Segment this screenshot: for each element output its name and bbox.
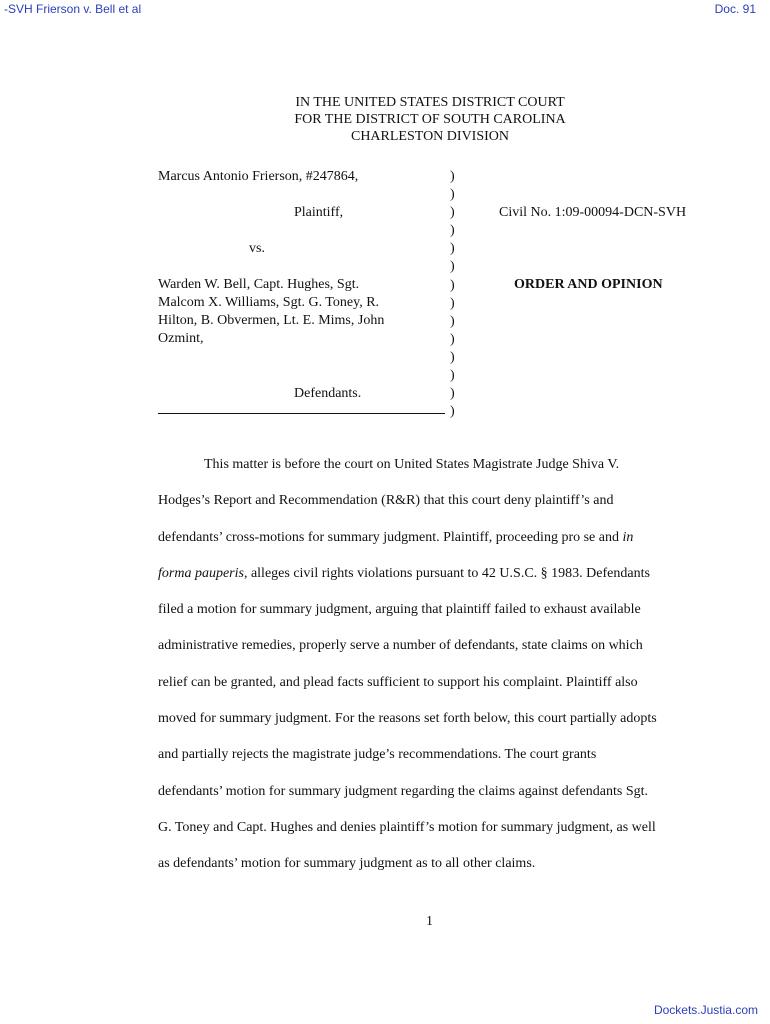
body-line: as defendants’ motion for summary judgment as to all other claims. <box>158 856 536 872</box>
caption-paren: ) <box>450 187 455 203</box>
caption-paren: ) <box>450 368 455 384</box>
caption-underline <box>158 413 445 414</box>
document-number-link[interactable]: Doc. 91 <box>714 2 756 16</box>
body-line: G. Toney and Capt. Hughes and denies plaintiff’s motion for summary judgment, as well <box>158 819 656 835</box>
body-line: filed a motion for summary judgment, arguing that plaintiff failed to exhaust available <box>158 602 641 618</box>
body-line-text: , alleges civil rights violations pursuant to 42 U.S.C. § 1983. Defendants <box>243 565 650 581</box>
caption-paren: ) <box>450 169 455 184</box>
body-line: This matter is before the court on United States Magistrate Judge Shiva V. <box>204 457 620 472</box>
court-heading <box>0 94 770 145</box>
defendant-line: Hilton, B. Obvermen, Lt. E. Mims, John <box>158 313 385 328</box>
caption-paren: ) <box>450 386 455 402</box>
caption-paren: ) <box>450 349 455 365</box>
italic-term: forma pauperis <box>158 565 244 581</box>
court-line-1: IN THE UNITED STATES DISTRICT COURT <box>295 95 565 110</box>
defendant-line: Warden W. Bell, Capt. Hughes, Sgt. <box>158 277 360 292</box>
plaintiff-role: Plaintiff, <box>294 205 344 220</box>
body-line: relief can be granted, and plead facts sufficient to support his complaint. Plaintiff also <box>158 674 638 690</box>
defendants-role: Defendants. <box>294 386 362 401</box>
caption-paren: ) <box>450 205 455 221</box>
italic-term: in <box>622 529 634 545</box>
body-line <box>158 528 718 564</box>
caption-paren: ) <box>450 223 455 239</box>
caption-paren: ) <box>450 313 455 329</box>
caption-paren: ) <box>450 295 455 311</box>
versus-label: vs. <box>249 241 265 256</box>
body-line: moved for summary judgment. For the reasons set forth below, this court partially adopts <box>158 711 657 727</box>
body-line-text: defendants’ cross-motions for summary judgment. Plaintiff, proceeding pro se and <box>158 529 623 545</box>
body-line: and partially rejects the magistrate judge’s recommendations. The court grants <box>158 747 597 763</box>
defendant-line: Malcom X. Williams, Sgt. G. Toney, R. <box>158 295 380 310</box>
caption-paren: ) <box>450 241 455 257</box>
body-line: defendants’ motion for summary judgment regarding the claims against defendants Sgt. <box>158 783 649 799</box>
page-number: 1 <box>426 914 433 929</box>
caption-parenthesis-column <box>450 168 455 421</box>
case-reference-link[interactable]: -SVH Frierson v. Bell et al <box>4 2 142 16</box>
caption-paren: ) <box>450 277 455 293</box>
caption-paren: ) <box>450 259 455 275</box>
body-line: Hodges’s Report and Recommendation (R&R) that this court deny plaintiff’s and <box>158 493 614 509</box>
plaintiff-name: Marcus Antonio Frierson, #247864, <box>158 169 359 184</box>
justia-footer-link[interactable]: Dockets.Justia.com <box>653 1003 758 1017</box>
order-title: ORDER AND OPINION <box>514 277 663 292</box>
body-line <box>158 564 718 600</box>
court-line-2: FOR THE DISTRICT OF SOUTH CAROLINA <box>294 112 566 127</box>
body-line: administrative remedies, properly serve a number of defendants, state claims on which <box>158 638 643 654</box>
order-body <box>158 455 718 891</box>
court-line-3: CHARLESTON DIVISION <box>350 129 510 144</box>
caption-paren: ) <box>450 404 455 420</box>
defendant-names <box>158 276 384 348</box>
caption-paren: ) <box>450 331 455 347</box>
defendant-line: Ozmint, <box>158 331 204 346</box>
civil-case-number: Civil No. 1:09-00094-DCN-SVH <box>499 205 687 220</box>
